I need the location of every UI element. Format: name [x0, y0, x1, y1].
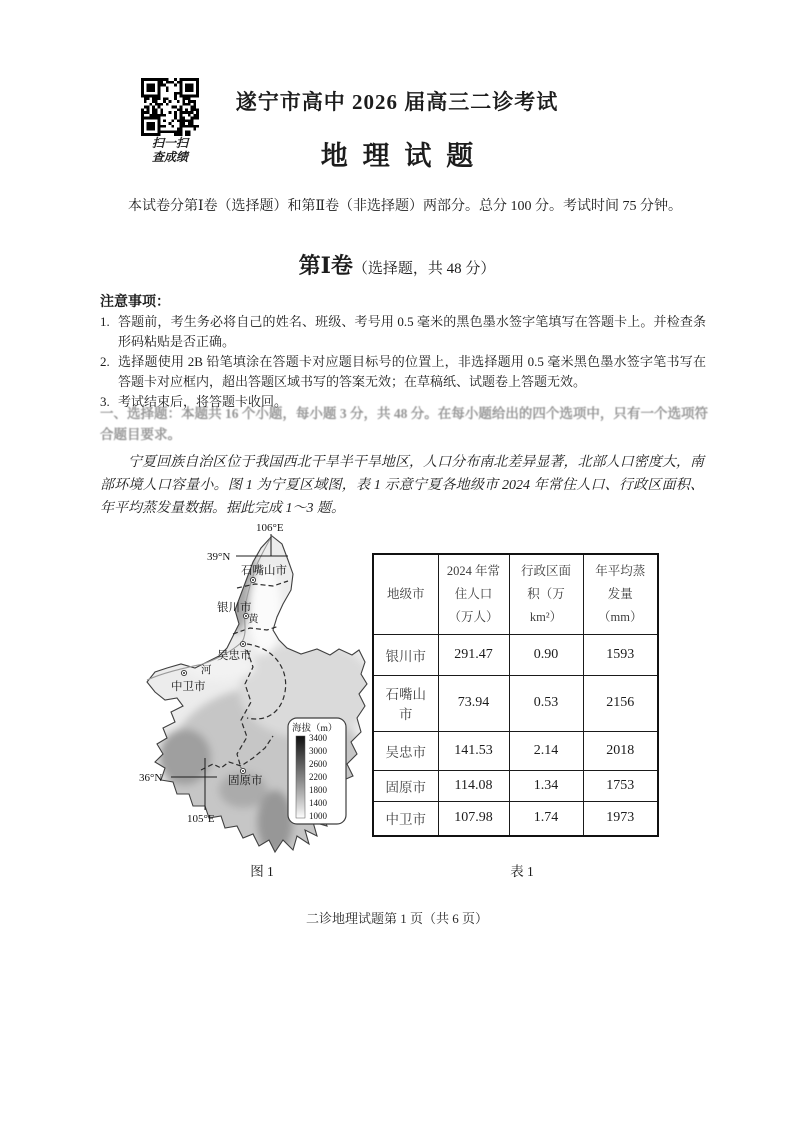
cell-evaporation: 1593 — [583, 634, 658, 675]
city-marker-shizuishan — [250, 577, 255, 582]
cell-city: 固原市 — [373, 770, 438, 801]
city-label-wuzhong: 吴忠市 — [217, 650, 252, 662]
cell-evaporation: 2156 — [583, 675, 658, 731]
lon-bottom-label: 105°E — [187, 813, 215, 825]
cell-evaporation: 1973 — [583, 801, 658, 836]
table-caption: 表 1 — [510, 864, 534, 879]
city-marker-wuzhong — [240, 641, 245, 646]
cell-population: 107.98 — [438, 801, 509, 836]
lon-top-label: 106°E — [256, 522, 284, 534]
notes-list — [100, 312, 706, 412]
cell-city: 中卫市 — [373, 801, 438, 836]
city-label-yinchuan: 银川市 — [217, 602, 252, 614]
cell-evaporation: 2018 — [583, 731, 658, 770]
cell-area: 1.74 — [509, 801, 583, 836]
legend-tick: 1800 — [309, 785, 327, 795]
cell-area: 0.53 — [509, 675, 583, 731]
section-heading-main: 第Ⅰ卷 — [298, 253, 353, 278]
header-population: 2024 年常住人口（万人） — [438, 554, 509, 634]
qr-caption-line2: 查成绩 — [151, 150, 188, 164]
city-marker-guyuan — [240, 768, 245, 773]
elevation-legend — [288, 718, 346, 824]
cell-area: 1.34 — [509, 770, 583, 801]
legend-gradient-bar — [296, 736, 305, 818]
table-header-row — [373, 554, 658, 634]
subject-title: 地理试题 — [320, 141, 489, 171]
qr-caption-line1: 扫一扫 — [151, 136, 188, 150]
city-label-guyuan: 固原市 — [228, 775, 263, 787]
note-number: 1. — [100, 314, 110, 329]
cell-population: 73.94 — [438, 675, 509, 731]
legend-tick: 2600 — [309, 759, 327, 769]
table-row — [373, 770, 658, 801]
notes-title: 注意事项： — [100, 293, 170, 309]
cell-area: 0.90 — [509, 634, 583, 675]
table-row — [373, 801, 658, 836]
cell-city: 吴忠市 — [373, 731, 438, 770]
river-label-huang: 黄 — [248, 614, 259, 625]
table-row — [373, 634, 658, 675]
question-passage: 宁夏回族自治区位于我国西北干旱半干旱地区，人口分布南北差异显著，北部人口密度大，南部环境人口容量小。图 1 为宁夏区域图，表 1 示意宁夏各地级市 2024 年常住人口、行政区面积、年平均蒸发量数据。据此完成 1～3 题。 — [100, 455, 704, 516]
city-label-zhongwei: 中卫市 — [171, 681, 206, 693]
section-heading — [0, 249, 794, 280]
page-footer: 二诊地理试题第 1 页（共 6 页） — [305, 911, 488, 926]
cell-population: 291.47 — [438, 634, 509, 675]
legend-tick: 2200 — [309, 772, 327, 782]
exam-title: 遂宁市高中 2026 届高三二诊考试 — [235, 90, 559, 114]
note-number: 3. — [100, 394, 110, 409]
note-text: 考试结束后，将答题卡收回。 — [118, 394, 288, 409]
cell-population: 114.08 — [438, 770, 509, 801]
cell-city: 银川市 — [373, 634, 438, 675]
section-heading-sub: （选择题，共 48 分） — [352, 261, 496, 277]
header-evaporation: 年平均蒸发量（mm） — [583, 554, 658, 634]
note-text: 答题前，考生务必将自己的姓名、班级、考号用 0.5 毫米的黑色墨水签字笔填写在答题卡上。并检查条形码粘贴是否正确。 — [118, 314, 706, 349]
legend-tick: 1400 — [309, 798, 327, 808]
table-row — [373, 675, 658, 731]
cell-area: 2.14 — [509, 731, 583, 770]
legend-tick: 1000 — [309, 811, 327, 821]
cell-population: 141.53 — [438, 731, 509, 770]
header-city: 地级市 — [373, 554, 438, 634]
legend-tick: 3000 — [309, 746, 327, 756]
note-text: 选择题使用 2B 铅笔填涂在答题卡对应题目标号的位置上，非选择题用 0.5 毫米黑色墨水签字笔书写在答题卡对应框内，超出答题区域书写的答案无效；在草稿纸、试题卷上答题无效。 — [118, 354, 706, 389]
table-row — [373, 731, 658, 770]
river-label-he: 河 — [201, 665, 212, 676]
legend-tick: 3400 — [309, 733, 327, 743]
lat-bottom-label: 36°N — [139, 772, 163, 784]
ningxia-map-figure — [125, 522, 380, 860]
note-number: 2. — [100, 354, 110, 369]
cell-city: 石嘴山市 — [373, 675, 438, 731]
mcq-instruction: 一、选择题：本题共 16 个小题，每小题 3 分，共 48 分。在每小题给出的四个选项中，只有一个选项符合题目要求。 — [100, 406, 708, 442]
city-data-table — [372, 553, 659, 837]
header-area: 行政区面积（万 km²） — [509, 554, 583, 634]
city-label-shizuishan: 石嘴山市 — [241, 565, 287, 577]
exam-intro-paragraph: 本试卷分第Ⅰ卷（选择题）和第Ⅱ卷（非选择题）两部分。总分 100 分。考试时间 75 分钟。 — [128, 199, 683, 214]
legend-title: 海拔（m） — [292, 724, 338, 734]
lat-top-label: 39°N — [207, 551, 231, 563]
city-marker-zhongwei — [181, 670, 186, 675]
note-item — [100, 352, 706, 392]
cell-evaporation: 1753 — [583, 770, 658, 801]
figure-caption: 图 1 — [250, 864, 274, 879]
note-item — [100, 312, 706, 352]
